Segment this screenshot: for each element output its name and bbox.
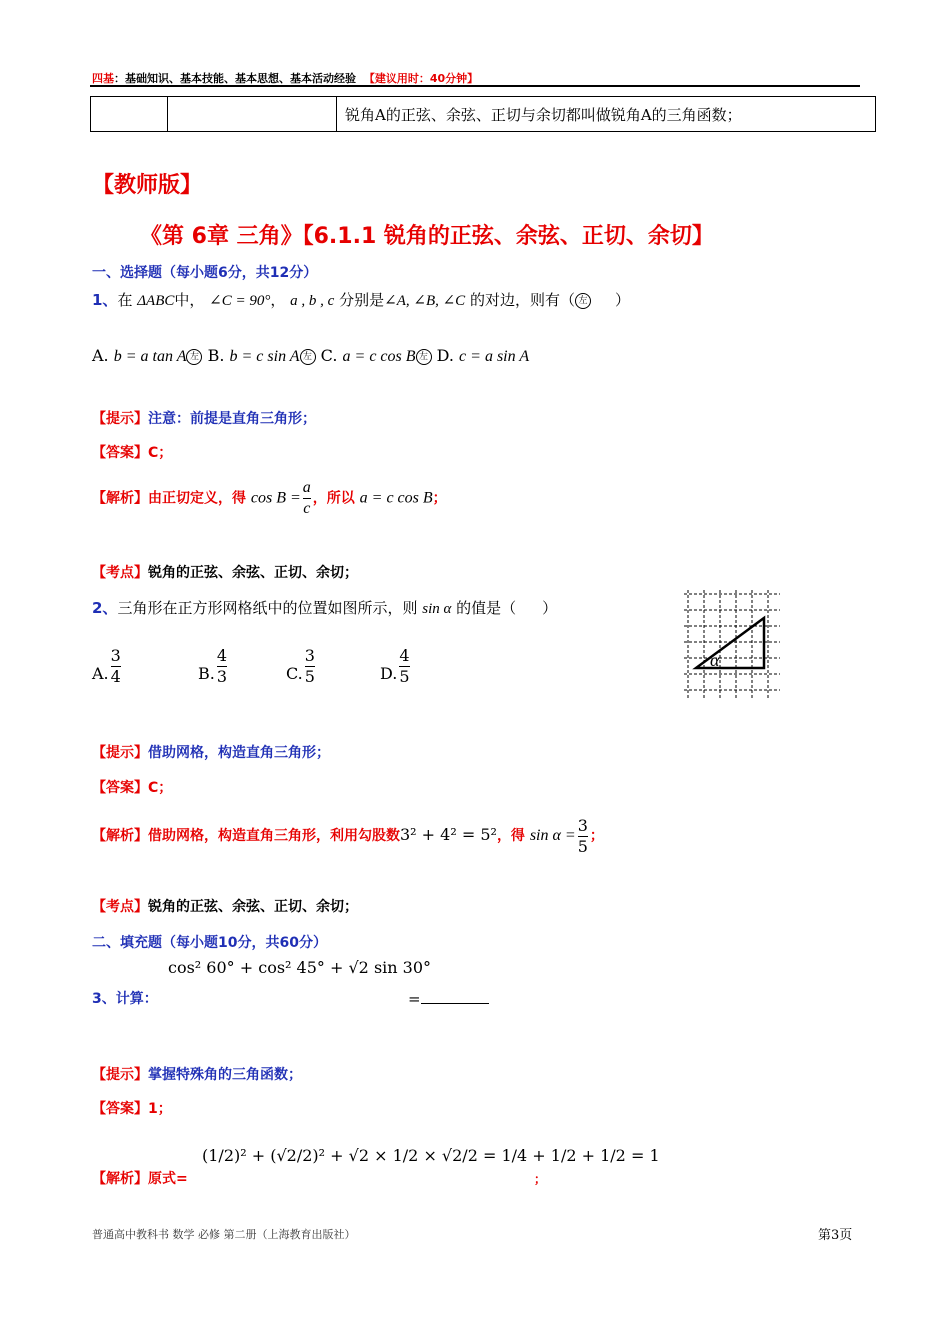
q3-answer-blank[interactable]: = [408,987,489,1008]
q2-option-d: D. $\frac{4}{5}$ [380,646,410,686]
q2-option-c: C. $\frac{3}{5}$ [286,646,315,686]
top-table [90,96,876,132]
alpha-label: α [710,650,720,670]
q2-options [92,646,412,695]
q2-hint: 【提示】借助网格，构造直角三角形； [92,745,330,761]
q1-mark-a: 左 [186,349,202,365]
q1-stem-d: 分别是 [339,291,385,309]
q1-options [92,342,529,371]
q1-number: 1、 [92,291,118,309]
question-1 [92,286,630,315]
q1-answer: 【答案】C； [92,445,173,461]
q3-hint: 【提示】掌握特殊角的三角函数； [92,1067,302,1083]
q3-analysis-expression: (1/2)² + (√2/2)² + √2 × 1/2 × √2/2 = 1/4 + 1/2 + 1/2 = 1 [202,1146,660,1165]
q2-answer: 【答案】C； [92,780,173,796]
q1-math-triangle: ΔABC [137,293,175,309]
q2-option-b: B. $\frac{4}{3}$ [198,646,228,686]
q2-stem-math: sin α [422,601,452,617]
q3-expression: cos² 60° + cos² 45° + √2 sin 30° [168,958,432,977]
q2-number: 2、 [92,599,118,617]
q1-option-c: C. a = c cos B [320,346,416,365]
question-2 [92,596,557,621]
q2-stem-c: ） [542,599,558,617]
q1-option-d: D. c = a sin A [436,346,530,365]
question-3: 3、计算： [92,991,158,1007]
q1-option-a: A. b = a tan A [92,346,187,365]
top-table-cell-3: 锐角A的正弦、余弦、正切与余切都叫做锐角A的三角函数； [337,97,876,132]
q1-mark-b: 左 [300,349,316,365]
suggested-time: 【建议用时：40分钟】 [363,72,479,85]
q1-stem-f: ） [614,291,630,309]
q1-option-b: B. b = c sin A [207,346,300,365]
q1-stem-e: 的对边，则有（ [469,291,575,309]
q1-analysis: 【解析】由正切定义，得 cos B = $\frac{a}{c}$ ，所以 a = c cos B； [92,479,447,517]
page-header [92,70,478,86]
q2-analysis: 【解析】借助网格，构造直角三角形，利用勾股数3² + 4² = 5²，得 sin α = $\frac{3}{5}$ ； [92,815,604,856]
section-2-title: 二、填充题（每小题10分，共60分） [92,935,327,951]
header-rule [90,85,860,87]
q1-math-angles: ∠A, ∠B, ∠C [384,293,466,309]
q2-stem-a: 三角形在正方形网格纸中的位置如图所示，则 [117,599,418,617]
grid-triangle-figure [676,588,784,700]
q1-mark-c: 左 [416,349,432,365]
top-table-cell-1 [91,97,168,132]
q1-stem-b: 中， [174,291,205,309]
q2-option-a: A. $\frac{3}{4}$ [92,646,121,686]
q3-answer: 【答案】1； [92,1101,172,1117]
header-label-body: ：基础知识、基本技能、基本思想、基本活动经验 [114,72,356,85]
q2-kaodian: 【考点】锐角的正弦、余弦、正切、余切； [92,899,358,915]
q1-math-c90: ∠C = 90° [209,293,271,309]
footer-book: 普通高中教科书 数学 必修 第二册（上海教育出版社） [92,1228,356,1241]
chapter-title: 《第 6章 三角》【6.1.1 锐角的正弦、余弦、正切、余切】 [140,224,714,249]
q1-circle-mark: 左 [575,293,591,309]
q1-stem-a: 在 [117,291,133,309]
section-1-title: 一、选择题（每小题6分，共12分） [92,265,318,281]
q2-stem-b: 的值是（ [456,599,517,617]
q1-analysis-fraction: $\frac{a}{c}$ [302,479,311,517]
q1-hint: 【提示】注意：前提是直角三角形； [92,411,316,427]
header-label-red: 四基 [92,72,114,85]
q3-analysis-end: ； [534,1172,547,1186]
footer-page-number: 第3页 [818,1228,853,1243]
q3-analysis-label: 【解析】原式= [92,1171,188,1187]
q1-stem-c: ， [270,291,286,309]
q1-kaodian: 【考点】锐角的正弦、余弦、正切、余切； [92,565,358,581]
q1-math-sides: a , b , c [290,293,335,309]
teacher-version-title: 【教师版】 [92,173,203,198]
top-table-cell-2 [168,97,337,132]
